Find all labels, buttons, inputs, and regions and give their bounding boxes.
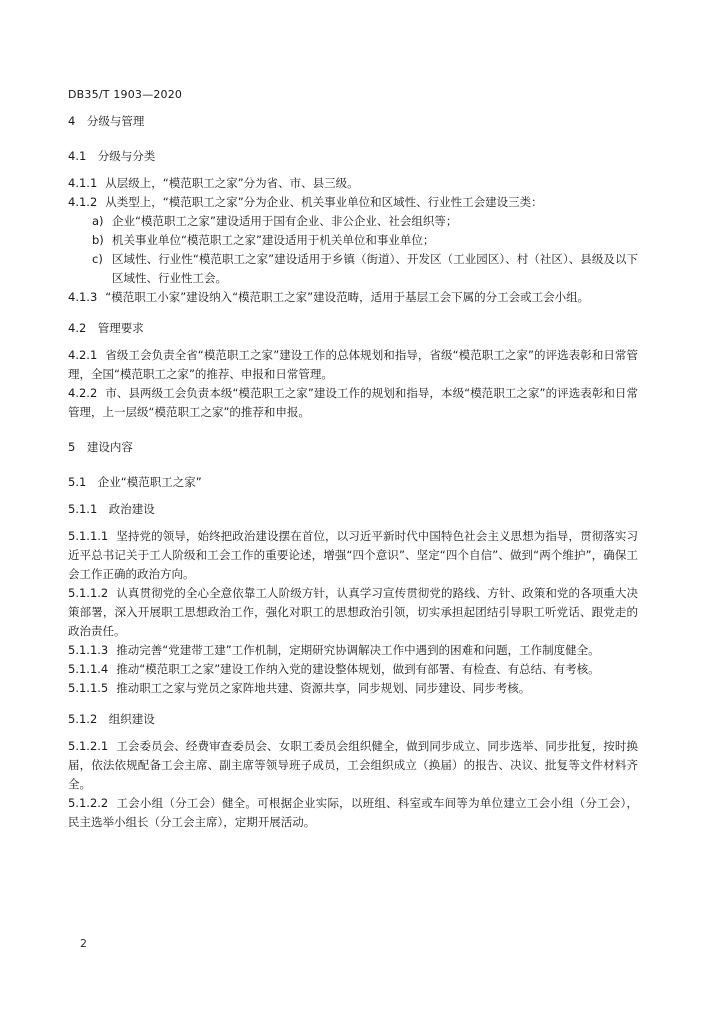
section-5-1-1-title: 5.1.1 政治建设 xyxy=(68,502,155,516)
clause-number: 5.1.1.2 xyxy=(68,586,109,600)
clause-5-1-1-4 xyxy=(68,660,638,679)
clause-text: 从类型上，“模范职工之家”分为企业、机关事业单位和区域性、行业性工会建设三类： xyxy=(105,195,543,209)
list-label: c) xyxy=(92,252,103,266)
clause-text: “模范职工小家”建设纳入“模范职工之家”建设范畴，适用于基层工会下属的分工会或工会小组。 xyxy=(105,290,590,304)
clause-5-1-1-5 xyxy=(68,679,638,698)
clause-number: 4.2.1 xyxy=(68,348,98,362)
clause-number: 4.1.3 xyxy=(68,290,98,304)
clause-text: 认真贯彻党的全心全意依靠工人阶级方针，认真学习宣传贯彻党的路线、方针、政策和党的各项重大决策部署，深入开展职工思想政治工作，强化对职工的思想政治引领，切实承担起团结引导职工听党话、跟党走的政治责任。 xyxy=(68,586,638,638)
list-item xyxy=(68,212,638,231)
clause-number: 4.1.1 xyxy=(68,176,98,190)
clause-text: 工会委员会、经费审查委员会、女职工委员会组织健全，做到同步成立、同步选举、同步批复，按时换届，依法依规配备工会主席、副主席等领导班子成员，工会组织成立（换届）的报告、决议、批复等文件材料齐全。 xyxy=(68,739,638,791)
clause-text: 市、县两级工会负责本级“模范职工之家”建设工作的规划和指导，本级“模范职工之家”的评选表彰和日常管理，上一层级“模范职工之家”的推荐和申报。 xyxy=(68,386,638,419)
clause-text: 推动职工之家与党员之家阵地共建、资源共享，同步规划、同步建设、同步考核。 xyxy=(116,681,531,695)
clause-number: 5.1.1.5 xyxy=(68,681,109,695)
clause-4-1-2 xyxy=(68,193,638,212)
section-4-2-title: 4.2 管理要求 xyxy=(68,321,144,335)
clause-text: 坚持党的领导，始终把政治建设摆在首位，以习近平新时代中国特色社会主义思想为指导，贯彻落实习近平总书记关于工人阶级和工会工作的重要论述，增强“四个意识”、坚定“四个自信”、做到“两个维护”，确保工会工作正确的政治方向。 xyxy=(68,529,638,581)
document-code: DB35/T 1903—2020 xyxy=(68,88,183,101)
list-text: 机关事业单位“模范职工之家”建设适用于机关单位和事业单位； xyxy=(112,233,435,247)
list-text: 区域性、行业性“模范职工之家”建设适用于乡镇（街道）、开发区（工业园区）、村（社区）、县级及以下区域性、行业性工会。 xyxy=(112,252,638,285)
clause-5-1-1-1 xyxy=(68,527,638,584)
clause-5-1-2-1 xyxy=(68,737,638,794)
clause-text: 省级工会负责全省“模范职工之家”建设工作的总体规划和指导，省级“模范职工之家”的评选表彰和日常管理，全国“模范职工之家”的推荐、申报和日常管理。 xyxy=(68,348,638,381)
clause-number: 4.2.2 xyxy=(68,386,98,400)
section-4-1-title: 4.1 分级与分类 xyxy=(68,149,156,163)
clause-number: 5.1.1.3 xyxy=(68,643,109,657)
list-label: a) xyxy=(92,214,104,228)
section-5-1-title: 5.1 企业“模范职工之家” xyxy=(68,475,202,489)
clause-5-1-1-3 xyxy=(68,641,638,660)
section-5-1-2-title: 5.1.2 组织建设 xyxy=(68,712,155,726)
page-number: 2 xyxy=(80,937,87,950)
section-5-title: 5 建设内容 xyxy=(68,440,133,454)
list-text: 企业“模范职工之家”建设适用于国有企业、非公企业、社会组织等； xyxy=(112,214,458,228)
clause-number: 5.1.2.2 xyxy=(68,796,109,810)
clause-number: 5.1.1.4 xyxy=(68,662,109,676)
clause-5-1-1-2 xyxy=(68,584,638,641)
clause-4-1-3 xyxy=(68,288,638,307)
clause-4-2-1 xyxy=(68,346,638,384)
document-body xyxy=(68,112,638,832)
list-item xyxy=(68,231,638,250)
clause-number: 5.1.1.1 xyxy=(68,529,109,543)
clause-4-2-2 xyxy=(68,384,638,422)
clause-4-1-1 xyxy=(68,174,638,193)
clause-5-1-2-2 xyxy=(68,794,638,832)
list-label: b) xyxy=(92,233,104,247)
clause-text: 推动完善“党建带工建”工作机制，定期研究协调解决工作中遇到的困难和问题，工作制度健全。 xyxy=(116,643,600,657)
clause-text: 工会小组（分工会）健全。可根据企业实际，以班组、科室或车间等为单位建立工会小组（分工会），民主选举小组长（分工会主席），定期开展活动。 xyxy=(68,796,638,829)
clause-text: 从层级上，“模范职工之家”分为省、市、县三级。 xyxy=(105,176,359,190)
clause-number: 4.1.2 xyxy=(68,195,98,209)
clause-text: 推动“模范职工之家”建设工作纳入党的建设整体规划，做到有部署、有检查、有总结、有考核。 xyxy=(116,662,600,676)
list-item xyxy=(68,250,638,288)
clause-number: 5.1.2.1 xyxy=(68,739,109,753)
section-4-title: 4 分级与管理 xyxy=(68,114,145,128)
